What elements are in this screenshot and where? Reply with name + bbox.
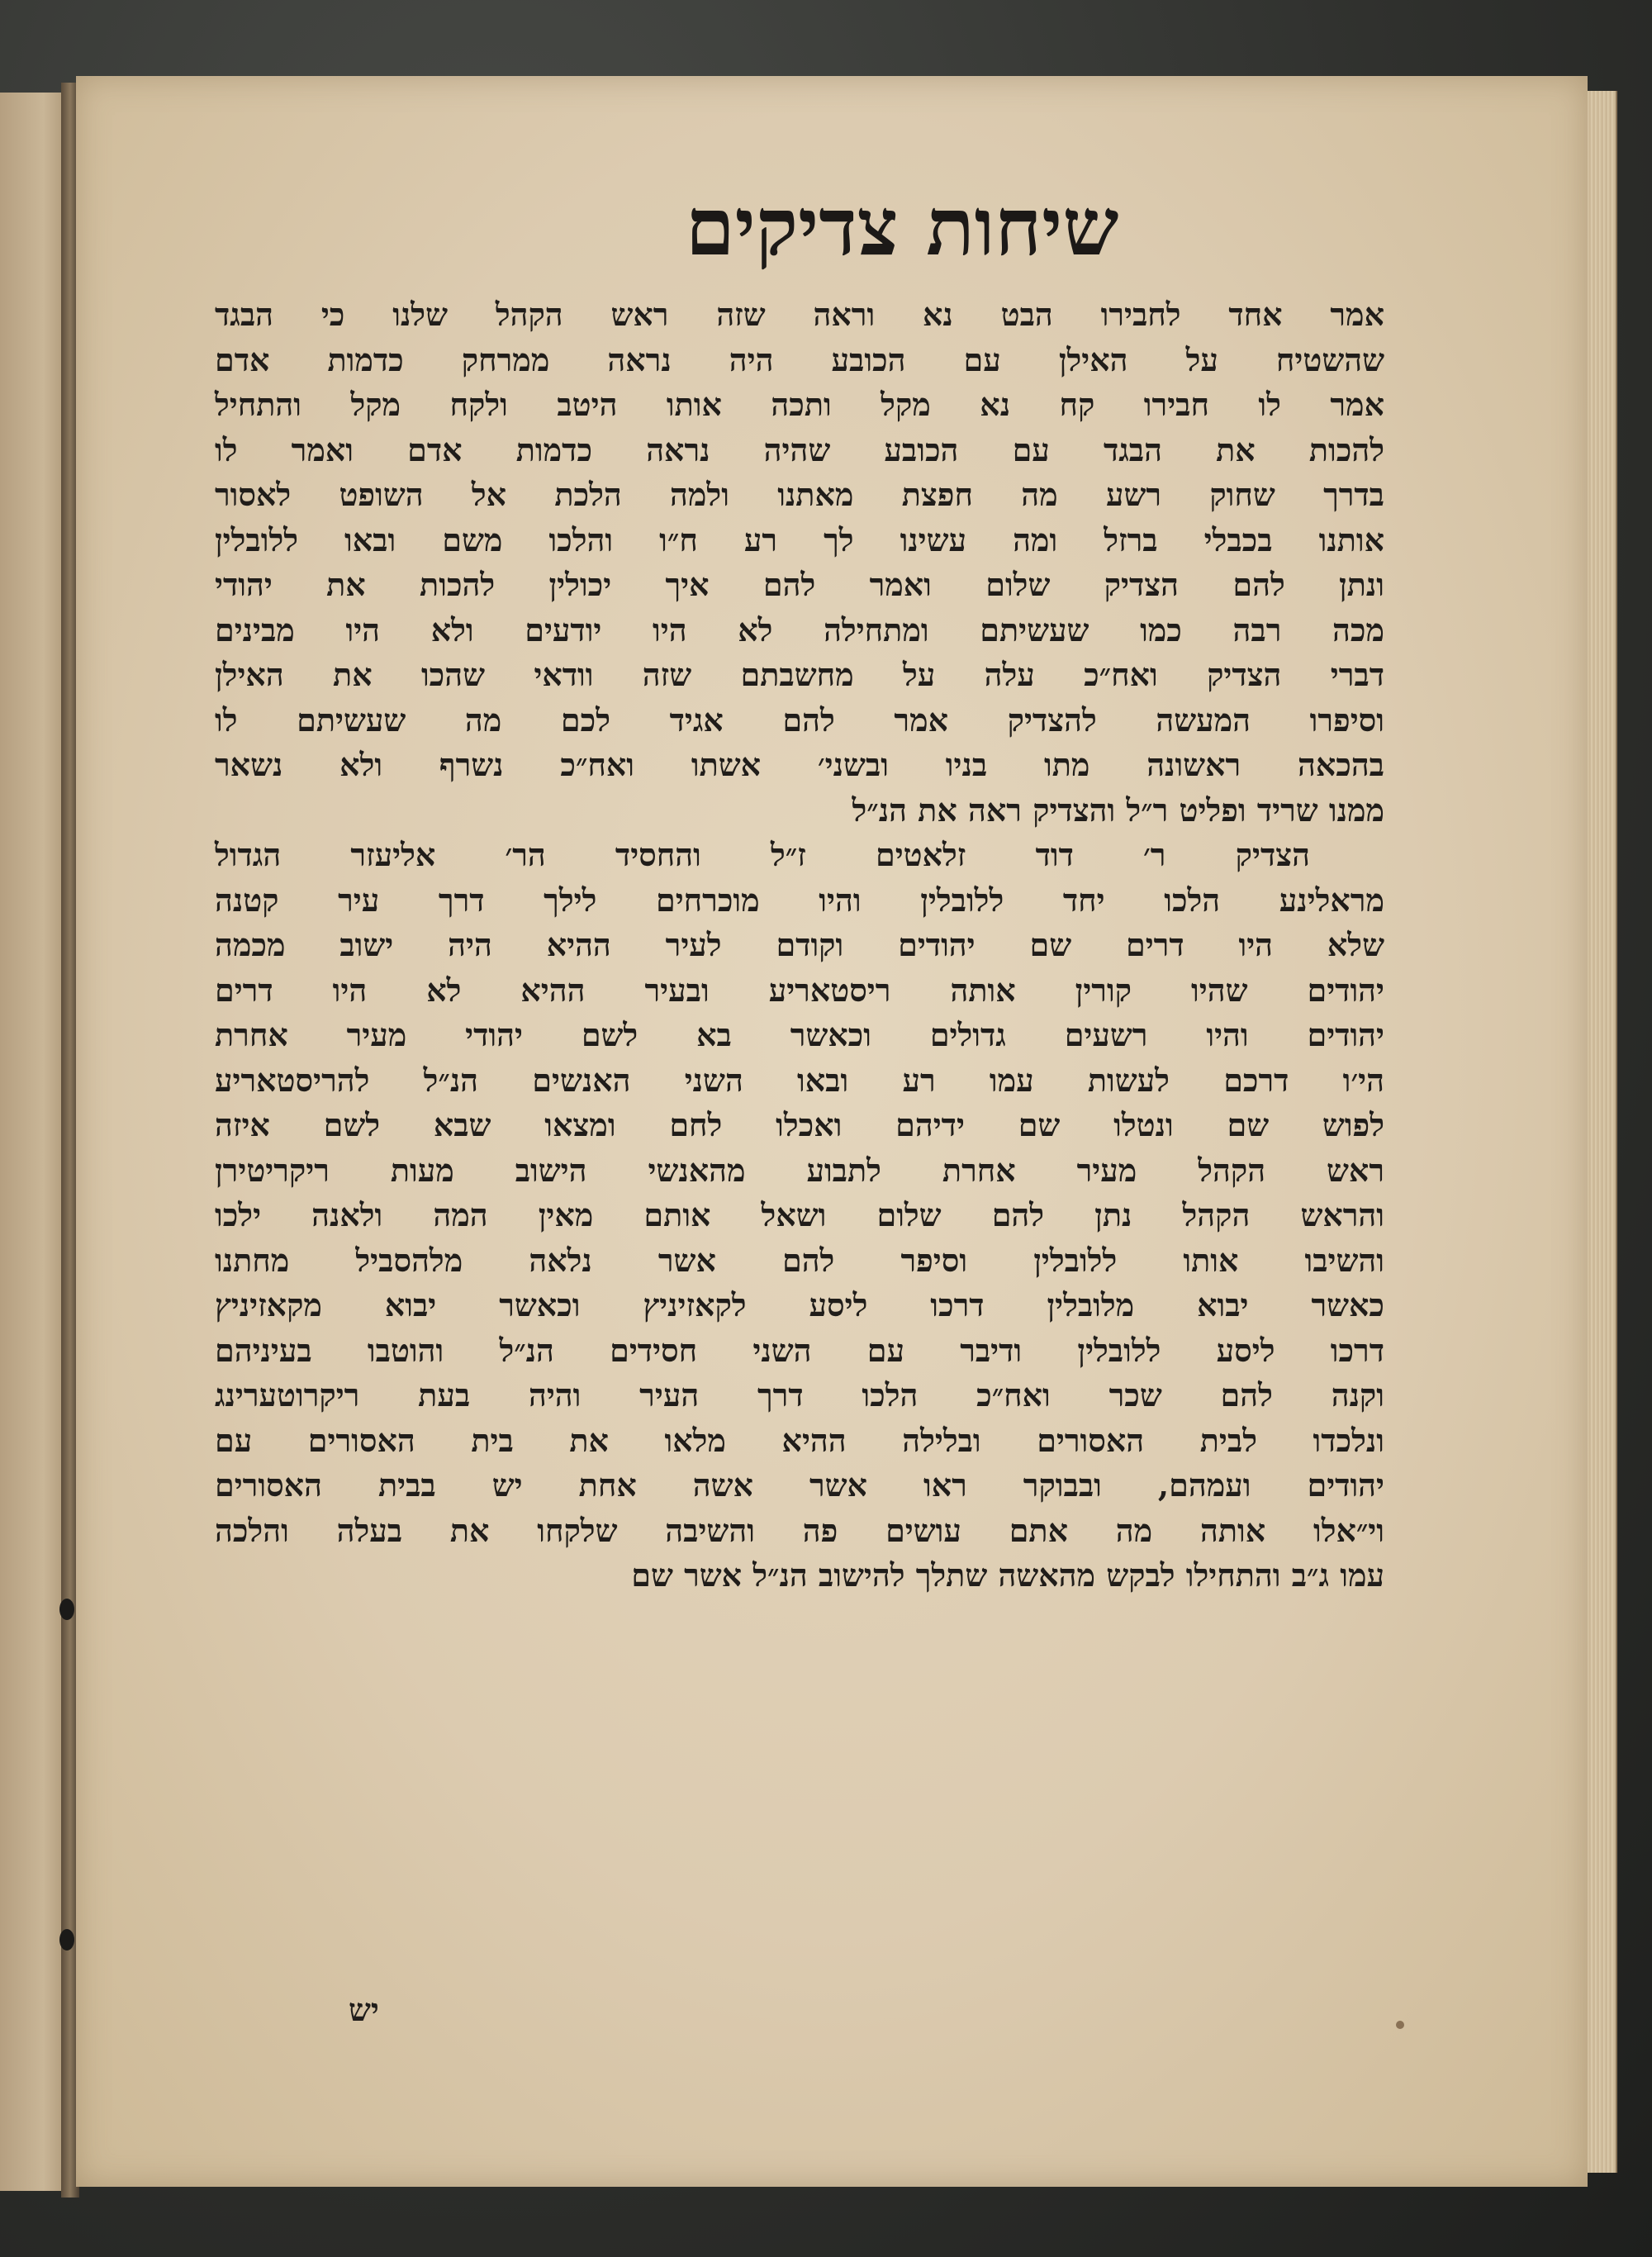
book-page: [76, 76, 1588, 2187]
text-line: יהודים ועמהם, ובבוקר ראו אשר אשה אחת יש בבית האסורים: [215, 1466, 1384, 1504]
text-line: בדרך שחוק רשע מה חפצת מאתנו ולמה הלכת אל השופט לאסור: [215, 476, 1384, 513]
text-line: יהודים והיו רשעים גדולים וכאשר בא לשם יהודי מעיר אחרת: [215, 1016, 1384, 1053]
text-line: דרכו ליסע ללובלין ודיבר עם השני חסידים הנ״ל והוטבו בעיניהם: [215, 1331, 1384, 1369]
text-line: לפוש שם ונטלו שם ידיהם ואכלו לחם ומצאו שבא לשם איזה: [215, 1106, 1384, 1143]
page-body: [215, 292, 1384, 1599]
text-line: יהודים שהיו קורין אותה ריסטאריע ובעיר ההיא לא היו דרים: [215, 971, 1384, 1009]
text-line: הצדיק ר׳ דוד זלאטים ז״ל והחסיד הר׳ אליעזר הגדול: [215, 836, 1310, 873]
catchword: יש: [349, 1991, 379, 2028]
text-line: בהכאה ראשונה מתו בניו ובשני׳ אשתו ואח״כ נשרף ולא נשאר: [215, 746, 1384, 783]
binding-stitch: [59, 1929, 74, 1951]
text-line: וקנה להם שכר ואח״כ הלכו דרך העיר והיה בעת ריקרוטערינג: [215, 1376, 1384, 1414]
text-line: להכות את הבגד עם הכובע שהיה נראה כדמות אדם ואמר לו: [215, 430, 1384, 468]
text-line: ממנו שריד ופליט ר״ל והצדיק ראה את הנ״ל: [852, 791, 1384, 829]
text-line: אמר אחד לחבירו הבט נא וראה שזה ראש הקהל שלנו כי הבגד: [215, 296, 1384, 333]
text-line: והשיבו אותו ללובלין וסיפר להם אשר נלאה מלהסביל מחתנו: [215, 1241, 1384, 1279]
text-line: וי״אלו אותה מה אתם עושים פה והשיבה שלקחו את בעלה והלכה: [215, 1511, 1384, 1549]
text-line: אמר לו חבירו קח נא מקל ותכה אותו היטב ולקח מקל והתחיל: [215, 386, 1384, 423]
text-line: מראלינע הלכו יחד ללובלין והיו מוכרחים לילך דרך עיר קטנה: [215, 881, 1384, 919]
page-title: שיחות צדיקים: [685, 180, 1119, 273]
text-line: דברי הצדיק ואח״כ עלה על מחשבתם שזה וודאי שהכו את האילן: [215, 656, 1384, 693]
text-line: כאשר יבוא מלובלין דרכו ליסע לקאזיניץ וכאשר יבוא מקאזיניץ: [215, 1286, 1384, 1323]
text-line: עמו ג״ב והתחילו לבקש מהאשה שתלך להישוב הנ״ל אשר שם: [631, 1556, 1384, 1594]
text-line: הי׳ו דרכם לעשות עמו רע ובאו השני האנשים הנ״ל להריסטאריע: [215, 1061, 1384, 1099]
binding-stitch: [59, 1599, 74, 1620]
text-line: שלא היו דרים שם יהודים וקודם לעיר ההיא היה ישוב מכמה: [215, 926, 1384, 963]
text-line: והראש הקהל נתן להם שלום ושאל אותם מאין המה ולאנה ילכו: [215, 1196, 1384, 1233]
text-line: מכה רבה כמו שעשיתם ומתחילה לא היו יודעים ולא היו מבינים: [215, 611, 1384, 649]
page-block-edges: [1588, 91, 1617, 2173]
text-line: שהשטיח על האילן עם הכובע היה נראה ממרחק כדמות אדם: [215, 340, 1384, 378]
ink-stain: [1396, 2021, 1404, 2029]
text-line: ונתן להם הצדיק שלום ואמר להם איך יכולין להכות את יהודי: [215, 566, 1384, 603]
text-line: אותנו בכבלי ברזל ומה עשינו לך רע ח״ו והלכו משם ובאו ללובלין: [215, 520, 1384, 558]
text-line: וסיפרו המעשה להצדיק אמר להם אגיד לכם מה שעשיתם לו: [215, 701, 1384, 739]
text-line: ראש הקהל מעיר אחרת לתבוע מהאנשי הישוב מעות ריקריטירן: [215, 1151, 1384, 1189]
text-line: ונלכדו לבית האסורים ובלילה ההיא מלאו את בית האסורים עם: [215, 1421, 1384, 1459]
